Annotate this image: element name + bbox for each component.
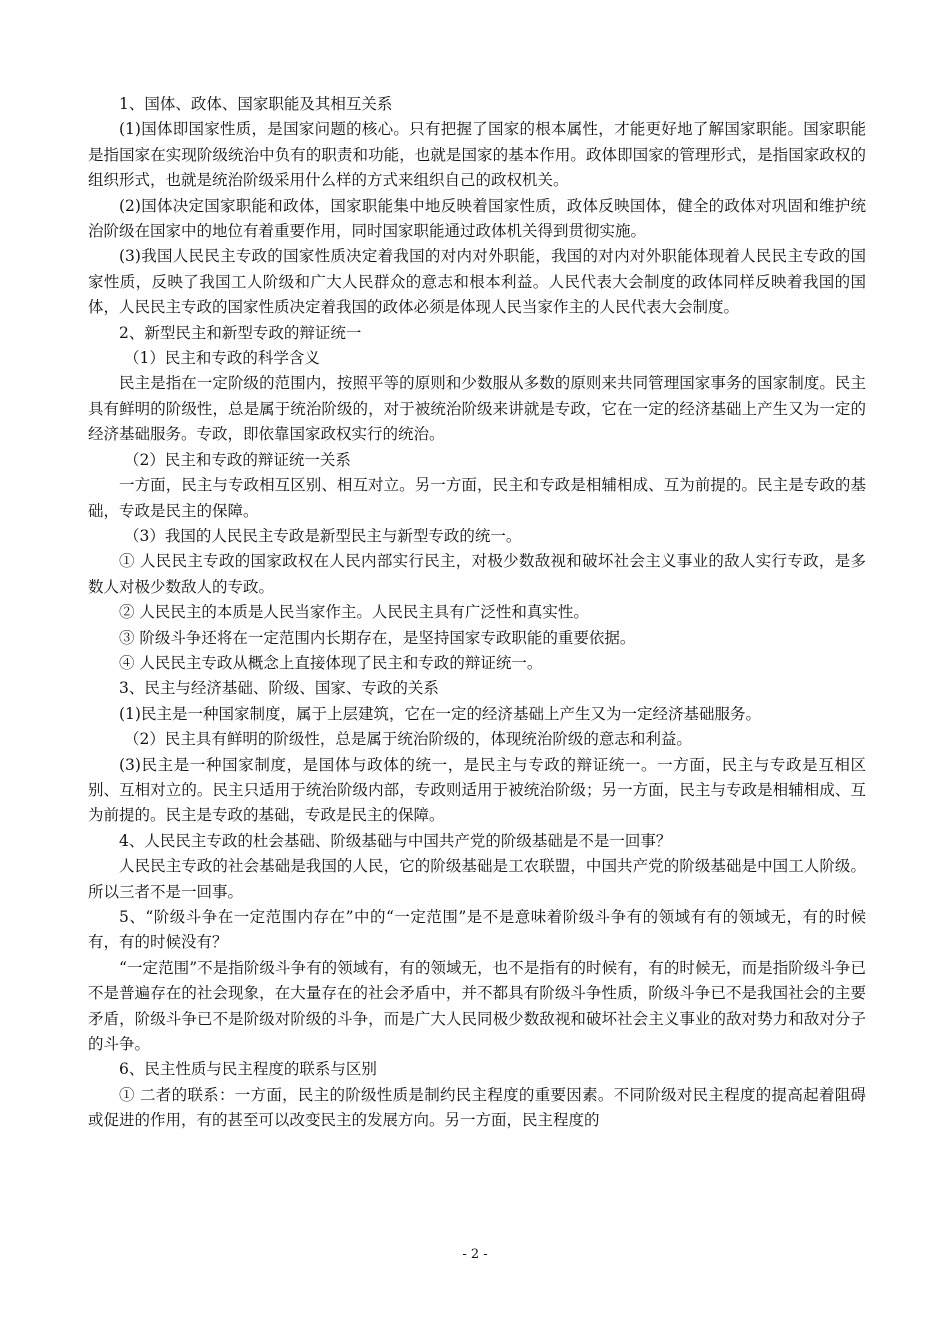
text-line: 2、新型民主和新型专政的辩证统一 xyxy=(119,323,362,342)
text-line: 6、民主性质与民主程度的联系与区别 xyxy=(119,1060,377,1079)
text-line: 5、“阶级斗争在一定范围内存在”中的“一定范围”是不是意味着阶级斗争有的领域有有的领域无，有的时候有，有的时候没有？ xyxy=(88,908,866,952)
text-line: ① 人民民主专政的国家政权在人民内部实行民主，对极少数敌视和破坏社会主义事业的敌人实行专政，是多数人对极少数敌人的专政。 xyxy=(88,552,866,596)
text-line: (3)我国人民民主专政的国家性质决定着我国的对内对外职能，我国的对内对外职能体现着人民民主专政的国家性质，反映了我国工人阶级和广大人民群众的意志和根本利益。人民代表大会制度的政体同样反映着我国的国体，人民民主专政的国家性质决定着我国的政体必须是体现人民当家作主的人民代表大会制度。 xyxy=(88,247,866,317)
page-number: - 2 - xyxy=(462,1247,488,1262)
text-line: （3）我国的人民民主专政是新型民主与新型专政的统一。 xyxy=(124,526,522,545)
text-line: (1)国体即国家性质，是国家问题的核心。只有把握了国家的根本属性，才能更好地了解国家职能。国家职能是指国家在实现阶级统治中负有的职责和功能，也就是国家的基本作用。政体即国家的管理形式，是指国家政权的组织形式，也就是统治阶级采用什么样的方式来组织自己的政权机关。 xyxy=(88,120,866,190)
text-line: 3、民主与经济基础、阶级、国家、专政的关系 xyxy=(119,679,439,698)
text-line: 一方面，民主与专政相互区别、相互对立。另一方面，民主和专政是相辅相成、互为前提的。民主是专政的基础，专政是民主的保障。 xyxy=(88,476,866,520)
text-line: 4、人民民主专政的杜会基础、阶级基础与中国共产党的阶级基础是不是一回事？ xyxy=(119,831,672,850)
text-line: 民主是指在一定阶级的范围内，按照平等的原则和少数服从多数的原则来共同管理国家事务的国家制度。民主具有鲜明的阶级性，总是属于统治阶级的，对于被统治阶级来讲就是专政，它在一定的经济基础上产生又为一定的经济基础服务。专政，即依靠国家政权实行的统治。 xyxy=(88,374,866,444)
text-line: （1）民主和专政的科学含义 xyxy=(124,349,320,368)
text-line: “一定范围”不是指阶级斗争有的领域有，有的领域无，也不是指有的时候有，有的时候无，而是指阶级斗争已不是普遍存在的社会现象，在大量存在的社会矛盾中，并不都具有阶级斗争性质，阶级斗争已不是我国社会的主要矛盾，阶级斗争已不是阶级对阶级的斗争，而是广大人民同极少数敌视和破坏社会主义事业的敌对势力和敌对分子的斗争。 xyxy=(88,958,866,1054)
text-line: 人民民主专政的社会基础是我国的人民，它的阶级基础是工农联盟，中国共产党的阶级基础是中国工人阶级。所以三者不是一回事。 xyxy=(88,857,866,901)
text-line: （2）民主具有鲜明的阶级性，总是属于统治阶级的，体现统治阶级的意志和利益。 xyxy=(124,730,692,749)
text-line: ② 人民民主的本质是人民当家作主。人民民主具有广泛性和真实性。 xyxy=(119,603,589,622)
text-line: (1)民主是一种国家制度，属于上层建筑，它在一定的经济基础上产生又为一定经济基础服务。 xyxy=(119,704,761,723)
text-line: ③ 阶级斗争还将在一定范围内长期存在，是坚持国家专政职能的重要依据。 xyxy=(119,628,636,647)
text-line: (2)国体决定国家职能和政体，国家职能集中地反映着国家性质，政体反映国体，健全的政体对巩固和维护统治阶级在国家中的地位有着重要作用，同时国家职能通过政体机关得到贯彻实施。 xyxy=(88,196,866,241)
text-line: 1、国体、政体、国家职能及其相互关系 xyxy=(119,95,393,113)
text-line: （2）民主和专政的辩证统一关系 xyxy=(124,450,351,469)
document-body xyxy=(88,92,866,1134)
text-line: ④ 人民民主专政从概念上直接体现了民主和专政的辩证统一。 xyxy=(119,653,543,672)
text-line: ① 二者的联系：一方面，民主的阶级性质是制约民主程度的重要因素。不同阶级对民主程度的提高起着阻碍或促进的作用，有的甚至可以改变民主的发展方向。另一方面，民主程度的 xyxy=(88,1085,866,1130)
text-line: (3)民主是一种国家制度，是国体与政体的统一，是民主与专政的辩证统一。一方面，民主与专政是互相区别、互相对立的。民主只适用于统治阶级内部，专政则适用于被统治阶级；另一方面，民主与专政是相辅相成、互为前提的。民主是专政的基础，专政是民主的保障。 xyxy=(88,755,866,825)
